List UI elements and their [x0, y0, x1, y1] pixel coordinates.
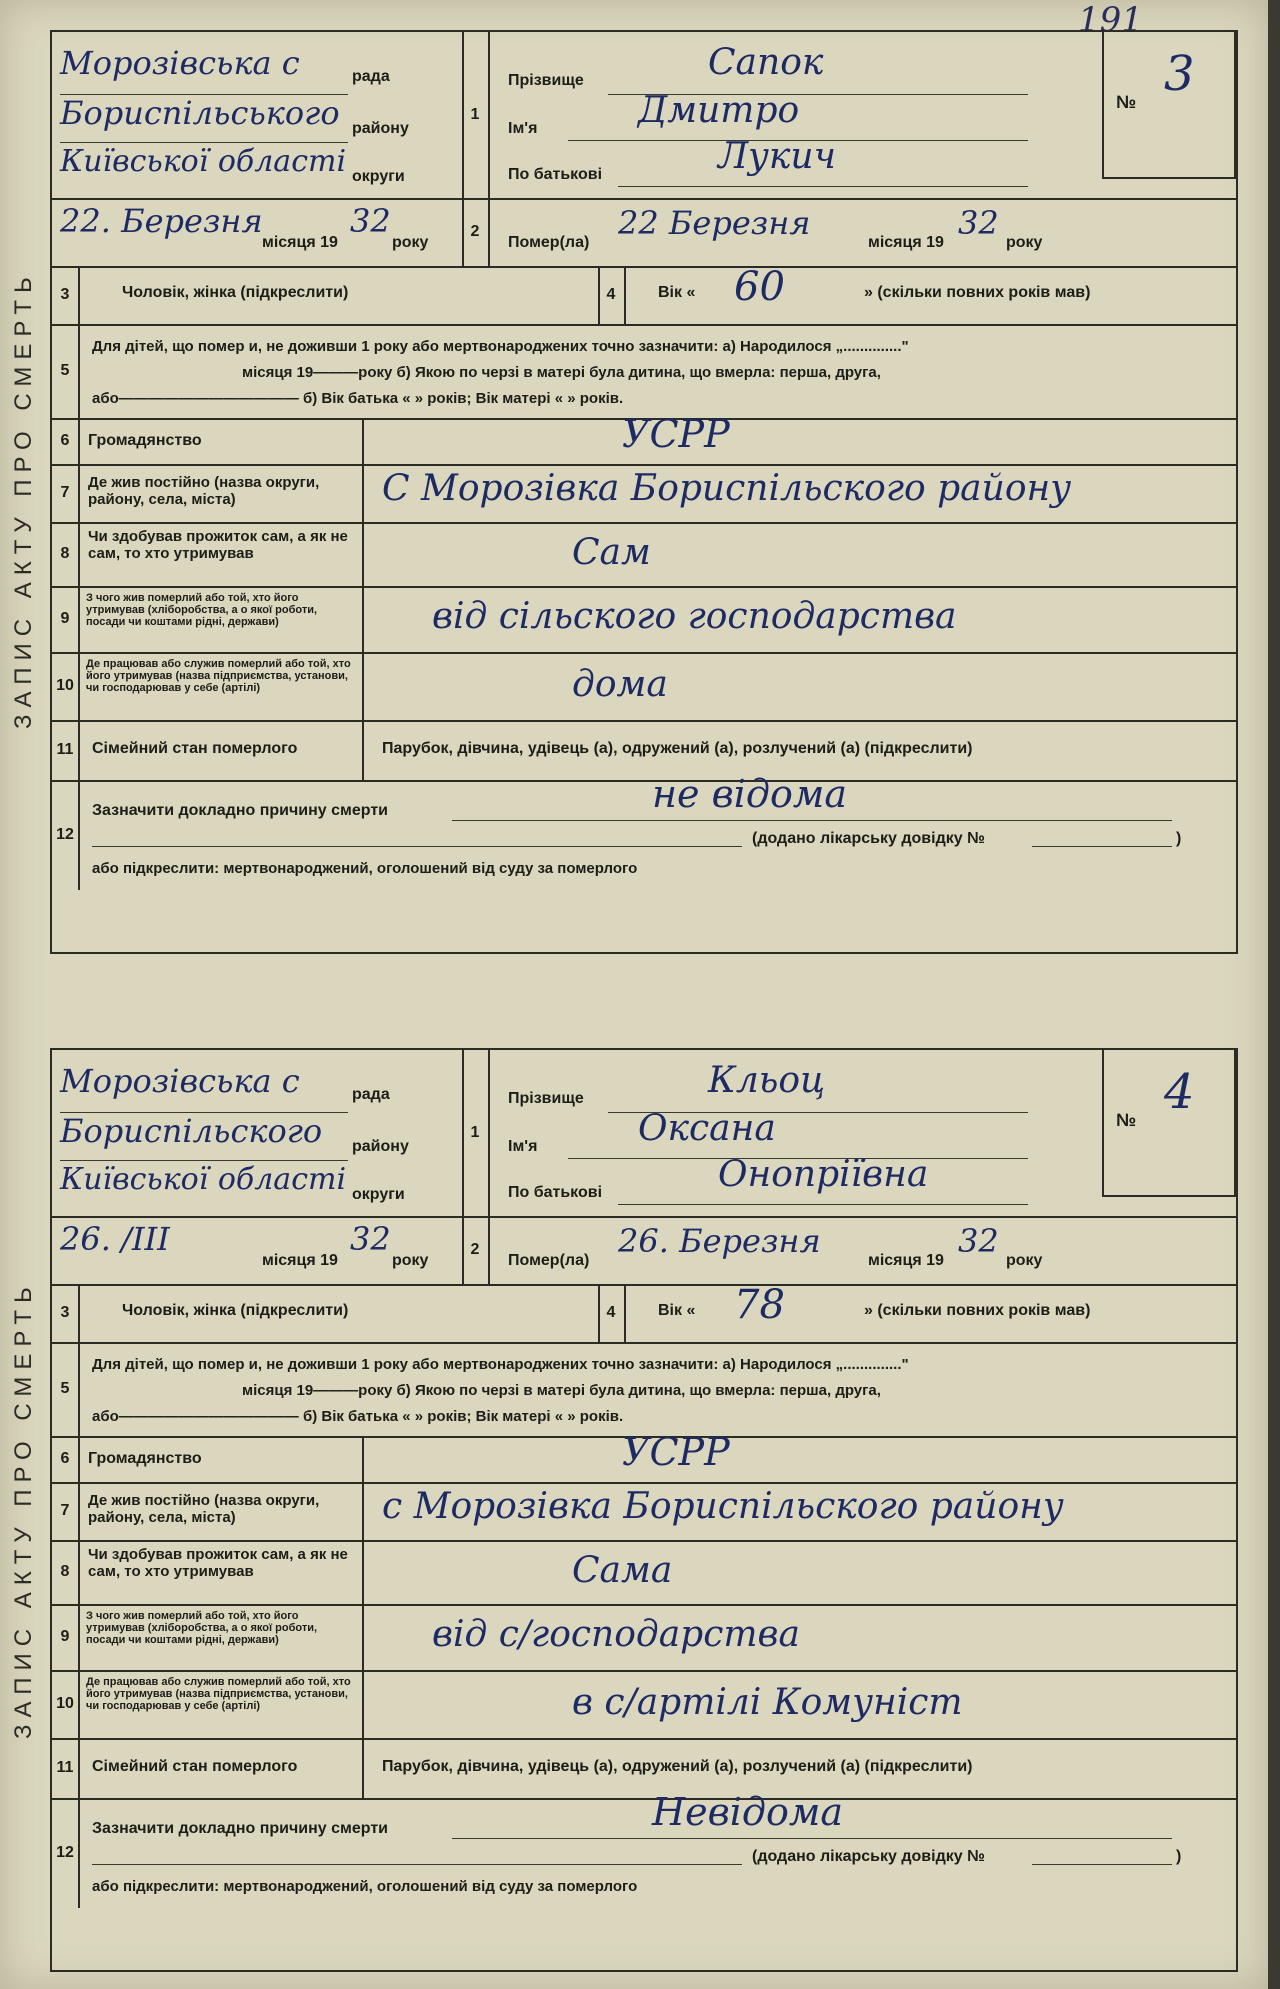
registration-year-label: року — [392, 1252, 429, 1269]
row-marital — [52, 1738, 1236, 1800]
age-label-suffix: » (скільки повних років мав) — [864, 284, 1091, 301]
workplace-label-cell — [78, 652, 364, 720]
row-workplace — [52, 652, 1236, 722]
death-date-cell — [488, 1216, 1236, 1284]
patronymic-label: По батькові — [508, 166, 603, 183]
citizenship-label-cell — [78, 1436, 364, 1482]
marital-label: Сімейний стан померлого — [92, 740, 298, 757]
patronymic-value: Лукич — [718, 136, 837, 177]
marital-label-cell — [78, 720, 364, 780]
livelihood-value: Сам — [572, 532, 651, 573]
death-year: 32 — [958, 1222, 999, 1260]
rayon-line — [60, 142, 348, 143]
death-date-day: 26. Березня — [618, 1222, 821, 1260]
field-number-12: 12 — [52, 1798, 80, 1908]
sex-label: Чоловік, жінка (підкреслити) — [122, 284, 349, 301]
rayon-label: району — [352, 120, 409, 137]
stillborn-note: або підкреслити: мертвонароджений, оголошений від суду за померлого — [92, 1878, 638, 1895]
sex-cell — [78, 266, 600, 324]
registration-year-label: року — [392, 234, 429, 251]
row-cause: 12 Зазначити докладно причину смерти не відома (додано лікарську довідку № ) або підкреслити: мертвонароджений, оголошений від суду за померлого — [52, 780, 1236, 890]
cause-line — [452, 820, 1172, 821]
record-number: 3 — [1164, 46, 1195, 102]
oblast-value: Київської області — [60, 144, 347, 179]
row-livelihood — [52, 522, 1236, 588]
field-number-1: 1 — [462, 1050, 490, 1216]
row-residence — [52, 1482, 1236, 1542]
registration-date-day: 26. /III — [60, 1220, 170, 1258]
livelihood-label-cell — [78, 522, 364, 586]
name-cell — [488, 32, 1078, 198]
age-value: 60 — [734, 264, 785, 310]
citizenship-value: УСРР — [622, 1430, 730, 1474]
death-month-label: місяця 19 — [868, 1252, 944, 1269]
field-number-11: 11 — [52, 720, 80, 780]
row-workplace — [52, 1670, 1236, 1740]
rada-value: Морозівська с — [60, 44, 300, 82]
residence-label: Де жив постійно (назва округи, району, села, міста) — [88, 474, 320, 508]
residence-value: С Морозівка Бориспільского району — [382, 468, 1072, 509]
rada-label: рада — [352, 68, 390, 85]
death-label: Помер(ла) — [508, 1252, 590, 1269]
income-source-value: від сільского господарства — [432, 596, 957, 637]
okrug-label: округи — [352, 1186, 405, 1203]
surname-label: Прізвище — [508, 1090, 584, 1107]
field-number-3: 3 — [52, 1284, 80, 1342]
citizenship-label: Громадянство — [88, 432, 202, 449]
sex-cell — [78, 1284, 600, 1342]
oblast-value: Київської області — [60, 1162, 347, 1197]
rayon-value: Бориспільського — [60, 94, 340, 132]
death-month-label: місяця 19 — [868, 234, 944, 251]
registration-month-label: місяця 19 — [262, 234, 338, 251]
okrug-label: округи — [352, 168, 405, 185]
death-date-day: 22 Березня — [618, 204, 811, 242]
livelihood-label-cell — [78, 1540, 364, 1604]
registration-year: 32 — [350, 202, 391, 240]
workplace-label: Де працював або служив померлий або той, хто його утримував (назва підприємства, установи, чи господарював у себе (артілі) — [86, 658, 351, 694]
cause-line — [452, 1838, 1172, 1839]
field-number-8: 8 — [52, 1540, 80, 1604]
field-number-10: 10 — [52, 1670, 80, 1738]
side-label-1: ЗАПИС АКТУ ПРО СМЕРТЬ — [10, 270, 37, 730]
rada-label: рада — [352, 1086, 390, 1103]
income-source-label-cell — [78, 586, 364, 652]
name-value: Дмитро — [638, 90, 800, 131]
residence-label-cell — [78, 1482, 364, 1540]
field-number-5: 5 — [52, 1342, 80, 1436]
death-year-label: року — [1006, 234, 1043, 251]
cause-line-2 — [92, 846, 742, 847]
livelihood-value: Сама — [572, 1550, 673, 1591]
children-line-3: або———————————— б) Вік батька « » років; Вік матері « » років. — [92, 390, 624, 407]
income-source-label: З чого жив померлий або той, хто його утримував (хліборобства, а о якої роботи, посади чи коштами рідні, держави) — [86, 1610, 318, 1646]
record-number: 4 — [1164, 1064, 1195, 1120]
patronymic-value: Онопріївна — [718, 1154, 929, 1195]
age-label-suffix: » (скільки повних років мав) — [864, 1302, 1091, 1319]
certificate-line — [1032, 1864, 1172, 1865]
registration-month-label: місяця 19 — [262, 1252, 338, 1269]
row-marital — [52, 720, 1236, 782]
age-cell — [624, 266, 1236, 324]
livelihood-label: Чи здобував прожиток сам, а як не сам, то хто утримував — [88, 1546, 348, 1580]
row-dates — [52, 198, 1236, 268]
field-number-11: 11 — [52, 1738, 80, 1798]
citizenship-label: Громадянство — [88, 1450, 202, 1467]
stillborn-note: або підкреслити: мертвонароджений, оголошений від суду за померлого — [92, 860, 638, 877]
rayon-label: району — [352, 1138, 409, 1155]
name-cell — [488, 1050, 1078, 1216]
cause-value: не відома — [652, 772, 847, 816]
row-identity — [52, 32, 1236, 200]
field-number-6: 6 — [52, 418, 80, 464]
death-year-label: року — [1006, 1252, 1043, 1269]
name-label: Ім'я — [508, 1138, 538, 1155]
children-line-3: або———————————— б) Вік батька « » років; Вік матері « » років. — [92, 1408, 624, 1425]
children-line-1: Для дітей, що помер и, не доживши 1 року або мертвонароджених точно зазначити: а) Народилося „.............." — [92, 1356, 909, 1373]
row-children — [52, 1342, 1236, 1438]
surname-value: Кльоц — [708, 1060, 826, 1101]
children-line-2: місяця 19———року б) Якою по черзі в матері була дитина, що вмерла: перша, друга, — [242, 1382, 881, 1399]
field-number-5: 5 — [52, 324, 80, 418]
age-label-prefix: Вік « — [658, 1302, 696, 1319]
age-label-prefix: Вік « — [658, 284, 696, 301]
death-record-2 — [50, 1048, 1238, 1972]
name-value: Оксана — [638, 1108, 776, 1149]
livelihood-label: Чи здобував прожиток сам, а як не сам, то хто утримував — [88, 528, 348, 562]
cause-line-2 — [92, 1864, 742, 1865]
death-date-cell — [488, 198, 1236, 266]
workplace-label-cell — [78, 1670, 364, 1738]
name-label: Ім'я — [508, 120, 538, 137]
cause-label: Зазначити докладно причину смерти — [92, 1820, 388, 1837]
residence-label-cell — [78, 464, 364, 522]
row-citizenship — [52, 412, 1236, 466]
registration-date-cell — [52, 198, 464, 266]
cause-value: Невідома — [652, 1790, 844, 1834]
field-number-8: 8 — [52, 522, 80, 586]
death-label: Помер(ла) — [508, 234, 590, 251]
residence-value: с Морозівка Бориспільского району — [382, 1486, 1064, 1527]
council-cell — [52, 1050, 464, 1216]
side-label-2: ЗАПИС АКТУ ПРО СМЕРТЬ — [10, 1280, 37, 1740]
death-year: 32 — [958, 204, 999, 242]
rayon-line — [60, 1160, 348, 1161]
children-line-1: Для дітей, що помер и, не доживши 1 року або мертвонароджених точно зазначити: а) Народилося „.............." — [92, 338, 909, 355]
row-sex-age — [52, 1284, 1236, 1344]
registration-date-cell — [52, 1216, 464, 1284]
surname-label: Прізвище — [508, 72, 584, 89]
field-number-10: 10 — [52, 652, 80, 720]
row-cause: 12 Зазначити докладно причину смерти Невідома (додано лікарську довідку № ) або підкреслити: мертвонароджений, оголошений від суду за померлого — [52, 1798, 1236, 1908]
record-number-box — [1102, 1048, 1236, 1197]
cause-label: Зазначити докладно причину смерти — [92, 802, 388, 819]
marital-options: Парубок, дівчина, удівець (а), одружений (а), розлучений (а) (підкреслити) — [382, 1758, 973, 1775]
field-number-4: 4 — [598, 266, 626, 324]
field-number-2: 2 — [462, 1216, 490, 1284]
patronymic-label: По батькові — [508, 1184, 603, 1201]
certificate-label: (додано лікарську довідку № — [752, 830, 985, 847]
citizenship-label-cell — [78, 418, 364, 464]
row-income-source — [52, 586, 1236, 654]
certificate-line — [1032, 846, 1172, 847]
marital-label: Сімейний стан померлого — [92, 1758, 298, 1775]
marital-options: Парубок, дівчина, удівець (а), одружений (а), розлучений (а) (підкреслити) — [382, 740, 973, 757]
workplace-label: Де працював або служив померлий або той, хто його утримував (назва підприємства, установи, чи господарював у себе (артілі) — [86, 1676, 351, 1712]
field-number-7: 7 — [52, 464, 80, 522]
field-number-7: 7 — [52, 1482, 80, 1540]
field-number-9: 9 — [52, 586, 80, 652]
marital-label-cell — [78, 1738, 364, 1798]
row-citizenship — [52, 1430, 1236, 1484]
row-residence — [52, 464, 1236, 524]
record-number-box — [1102, 30, 1236, 179]
council-cell — [52, 32, 464, 198]
row-children — [52, 324, 1236, 420]
rada-value: Морозівська с — [60, 1062, 300, 1100]
field-number-1: 1 — [462, 32, 490, 198]
workplace-value: в с/артілі Комуніст — [572, 1682, 963, 1723]
patronymic-line — [618, 1204, 1028, 1205]
rayon-value: Бориспільского — [60, 1112, 323, 1150]
registration-year: 32 — [350, 1220, 391, 1258]
workplace-value: дома — [572, 664, 668, 705]
field-number-2: 2 — [462, 198, 490, 266]
sex-label: Чоловік, жінка (підкреслити) — [122, 1302, 349, 1319]
surname-value: Сапок — [708, 42, 824, 83]
row-sex-age — [52, 266, 1236, 326]
patronymic-line — [618, 186, 1028, 187]
income-source-value: від с/господарства — [432, 1614, 800, 1655]
row-identity — [52, 1050, 1236, 1218]
page-number: 191 — [1078, 0, 1143, 40]
row-dates — [52, 1216, 1236, 1286]
age-cell — [624, 1284, 1236, 1342]
children-line-2: місяця 19———року б) Якою по черзі в матері була дитина, що вмерла: перша, друга, — [242, 364, 881, 381]
field-number-6: 6 — [52, 1436, 80, 1482]
death-record-1 — [50, 30, 1238, 954]
field-number-9: 9 — [52, 1604, 80, 1670]
certificate-label: (додано лікарську довідку № — [752, 1848, 985, 1865]
registration-date-day: 22. Березня — [60, 202, 263, 240]
number-sign: № — [1116, 1110, 1137, 1130]
row-livelihood — [52, 1540, 1236, 1606]
residence-label: Де жив постійно (назва округи, району, села, міста) — [88, 1492, 320, 1526]
field-number-3: 3 — [52, 266, 80, 324]
field-number-12: 12 — [52, 780, 80, 890]
field-number-4: 4 — [598, 1284, 626, 1342]
citizenship-value: УСРР — [622, 412, 730, 456]
income-source-label-cell — [78, 1604, 364, 1670]
income-source-label: З чого жив померлий або той, хто його утримував (хліборобства, а о якої роботи, посади чи коштами рідні, держави) — [86, 592, 318, 628]
row-income-source — [52, 1604, 1236, 1672]
number-sign: № — [1116, 92, 1137, 112]
age-value: 78 — [734, 1282, 785, 1328]
